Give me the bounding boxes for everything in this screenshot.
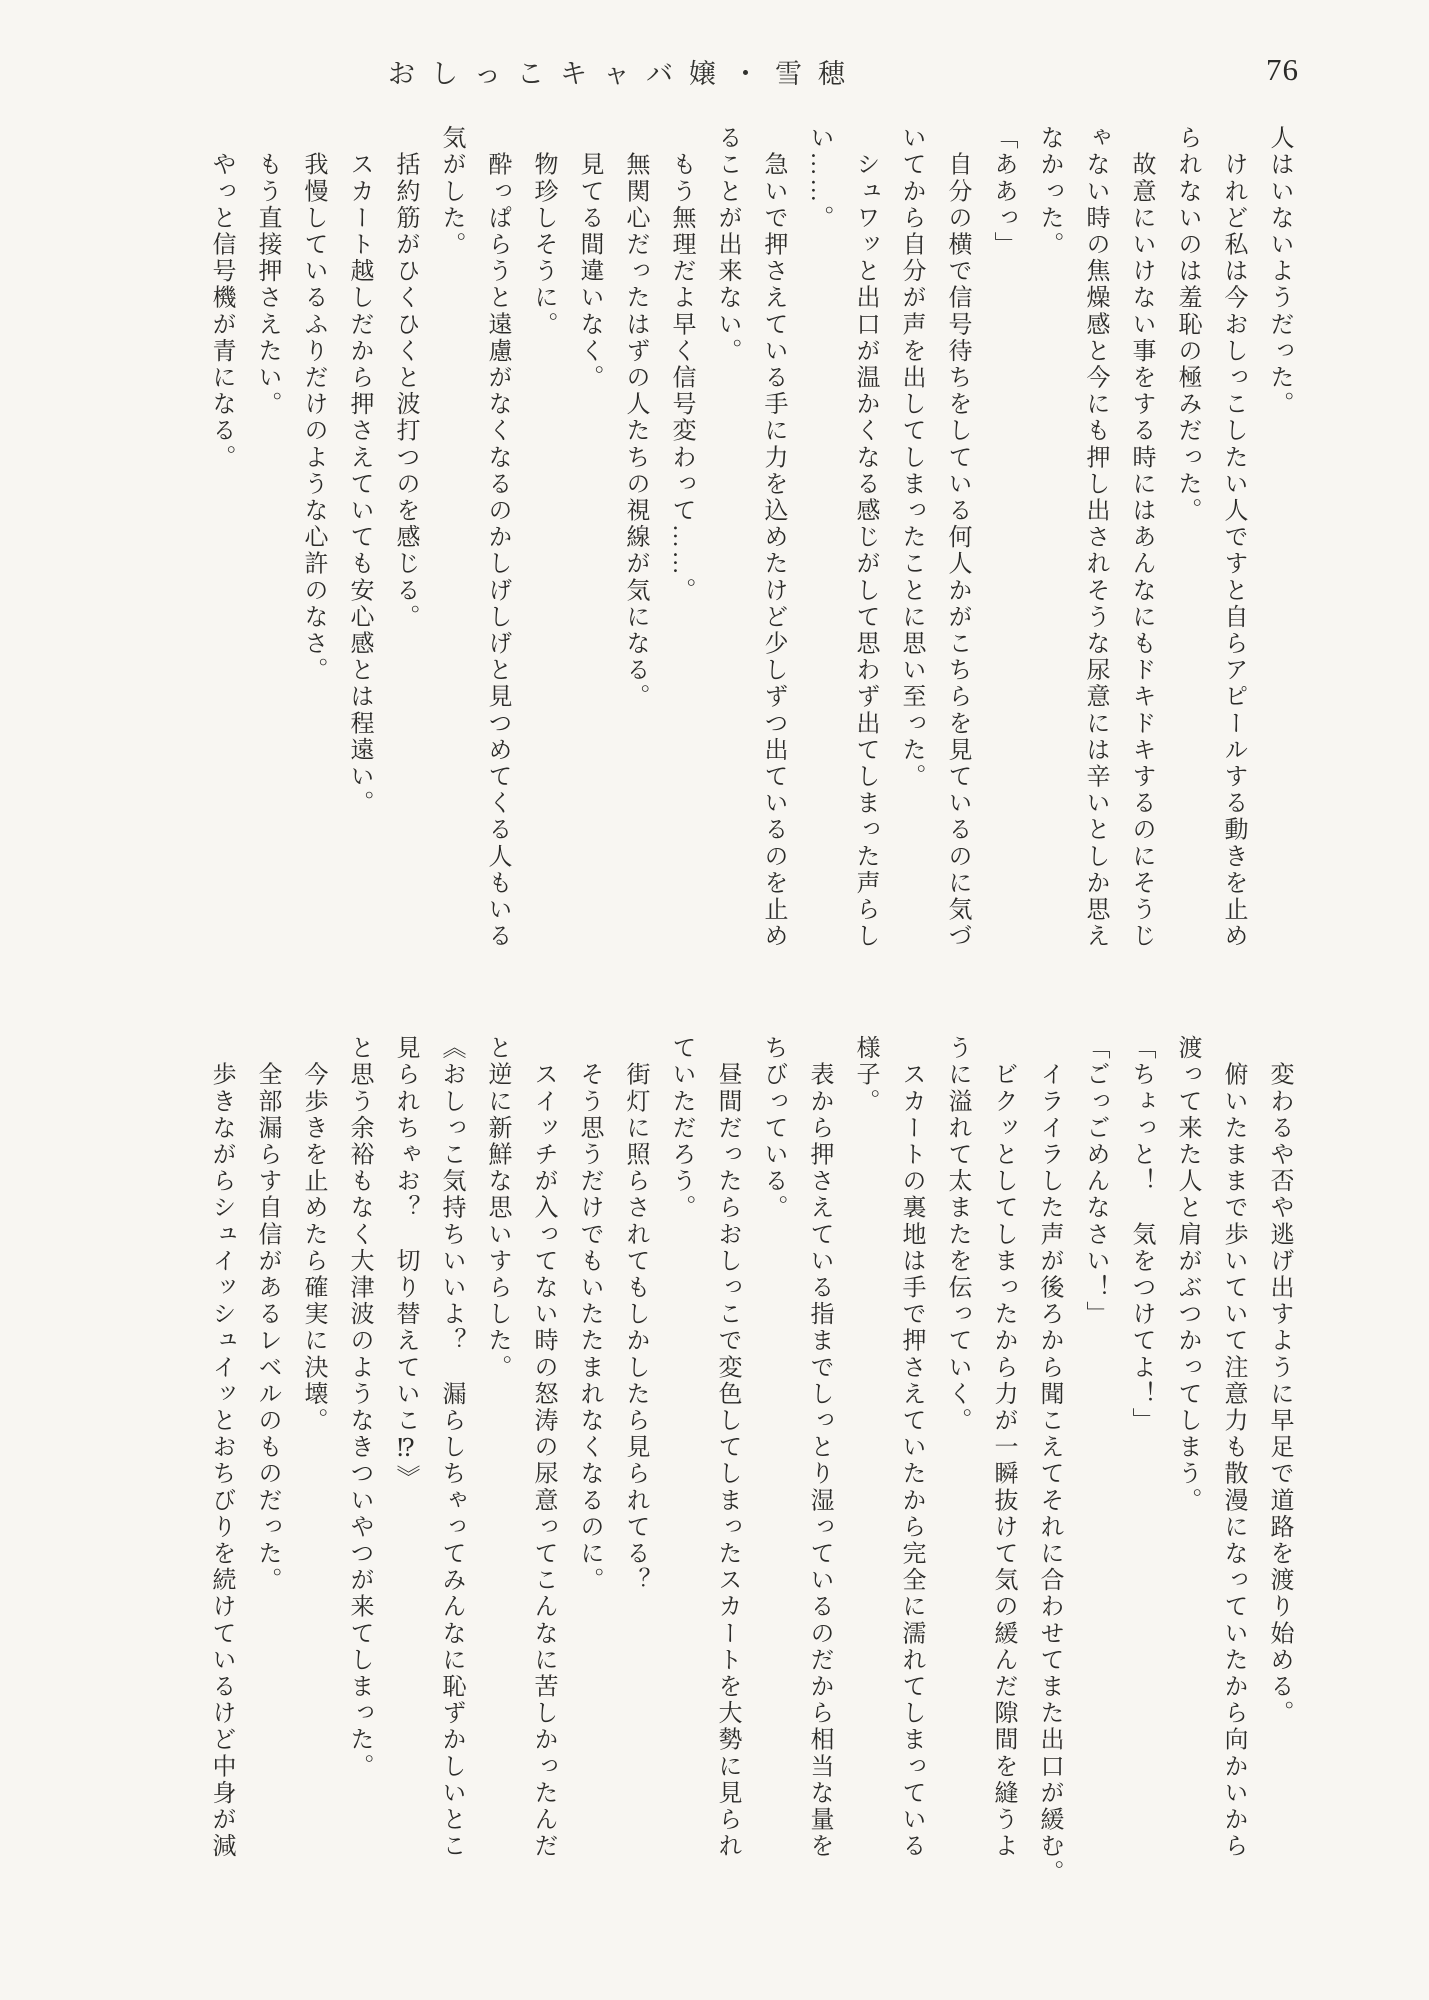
text-line: 表から押さえている指までしっとり湿っているのだから相当な量を [806, 1035, 832, 1860]
text-line: 今歩きを止めたら確実に決壊。 [300, 1035, 326, 1434]
text-line: 物珍しそうに。 [530, 125, 556, 338]
text-line: 酔っぱらうと遠慮がなくなるのかしげしげと見つめてくる人もいる [484, 125, 510, 950]
text-line: スカート越しだから押さえていても安心感とは程遠い。 [346, 125, 372, 817]
text-line: スイッチが入ってない時の怒涛の尿意ってこんなに苦しかったんだ [530, 1035, 556, 1860]
text-line: やっと信号機が青になる。 [208, 125, 234, 471]
text-line: ゃない時の焦燥感と今にも押し出されそうな尿意には辛いとしか思え [1082, 125, 1108, 950]
upper-text-block [196, 125, 1302, 957]
text-line: い……。 [806, 125, 832, 232]
text-line: シュワッと出口が温かくなる感じがして思わず出てしまった声らし [852, 125, 878, 950]
text-line: もう無理だよ早く信号変わって……。 [668, 125, 694, 604]
text-line: 見てる間違いなく。 [576, 125, 602, 391]
text-line: いてから自分が声を出してしまったことに思い至った。 [898, 125, 924, 790]
text-line: けれど私は今おしっこしたい人ですと自らアピールする動きを止め [1220, 125, 1246, 950]
text-line: 「ごっごめんなさい！」 [1082, 1035, 1108, 1328]
page-number: 76 [1266, 52, 1299, 87]
text-line: 急いで押さえている手に力を込めたけど少しずつ出ているのを止め [760, 125, 786, 950]
text-line: もう直接押さえたい。 [254, 125, 280, 418]
text-line: 自分の横で信号待ちをしている何人かがこちらを見ているのに気づ [944, 125, 970, 950]
text-line: 俯いたままで歩いていて注意力も散漫になっていたから向かいから [1220, 1035, 1246, 1860]
text-line: と逆に新鮮な思いすらした。 [484, 1035, 510, 1381]
page-header-title: おしっこキャバ嬢・雪穂 [388, 59, 861, 89]
text-line: スカートの裏地は手で押さえていたから完全に濡れてしまっている [898, 1035, 924, 1860]
text-line: 様子。 [852, 1035, 878, 1115]
text-line: 全部漏らす自信があるレベルのものだった。 [254, 1035, 280, 1594]
text-line: 街灯に照らされてもしかしたら見られてる？ [622, 1035, 648, 1594]
text-line: 気がした。 [438, 125, 464, 258]
running-header [0, 0, 1429, 100]
text-line: 無関心だったはずの人たちの視線が気になる。 [622, 125, 648, 711]
text-line: 「ちょっと！ 気をつけてよ！」 [1128, 1035, 1154, 1434]
text-line: ることが出来ない。 [714, 125, 740, 365]
text-line: られないのは羞恥の極みだった。 [1174, 125, 1200, 524]
text-line: 渡って来た人と肩がぶつかってしまう。 [1174, 1035, 1200, 1514]
text-line: そう思うだけでもいたたまれなくなるのに。 [576, 1035, 602, 1594]
text-line: 昼間だったらおしっこで変色してしまったスカートを大勢に見られ [714, 1035, 740, 1860]
text-line: イライラした声が後ろから聞こえてそれに合わせてまた出口が緩む。 [1036, 1035, 1062, 1887]
text-line: ていただろう。 [668, 1035, 694, 1222]
text-line: 《おしっこ気持ちいいよ？ 漏らしちゃってみんなに恥ずかしいとこ [438, 1035, 464, 1860]
text-line: ちびっている。 [760, 1035, 786, 1222]
text-line: 故意にいけない事をする時にはあんなにもドキドキするのにそうじ [1128, 125, 1154, 950]
text-line: なかった。 [1036, 125, 1062, 258]
lower-text-block [196, 1035, 1302, 1887]
text-line: 変わるや否や逃げ出すように早足で道路を渡り始める。 [1266, 1035, 1292, 1727]
text-line: 歩きながらシュイッシュイッとおちびりを続けているけど中身が減 [208, 1035, 234, 1860]
text-line: と思う余裕もなく大津波のようなきついやつが来てしまった。 [346, 1035, 372, 1780]
text-line: 「ああっ」 [990, 125, 1016, 258]
text-line: うに溢れて太またを伝っていく。 [944, 1035, 970, 1434]
text-line: 我慢しているふりだけのような心許のなさ。 [300, 125, 326, 684]
text-line: ビクッとしてしまったから力が一瞬抜けて気の緩んだ隙間を縫うよ [990, 1035, 1016, 1860]
text-line: 括約筋がひくひくと波打つのを感じる。 [392, 125, 418, 631]
text-line: 見られちゃお？ 切り替えていこ⁉》 [392, 1035, 418, 1492]
text-line: 人はいないようだった。 [1266, 125, 1292, 418]
